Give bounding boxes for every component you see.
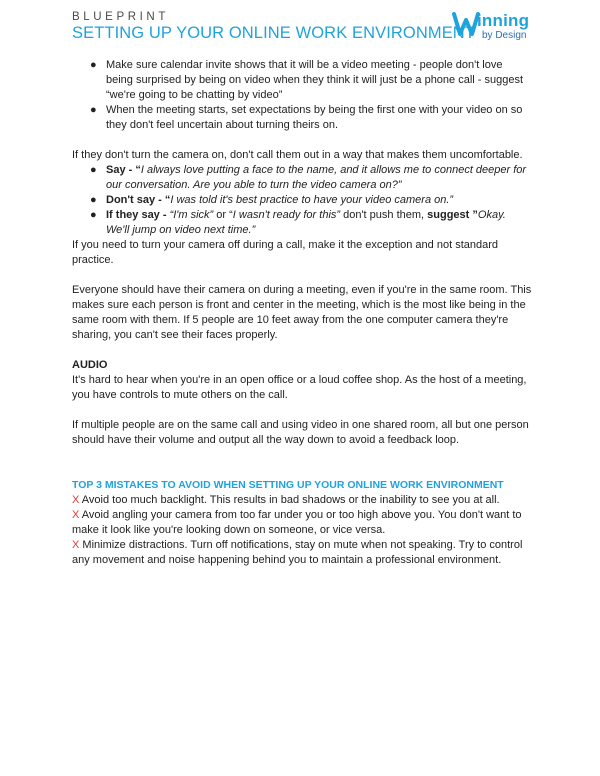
camera-off-lead: If they don't turn the camera on, don't call them out in a way that makes them uncomfortable.	[72, 149, 523, 161]
audio-heading: AUDIO	[72, 359, 108, 371]
x-mark-icon: X	[72, 509, 80, 521]
audio-paragraph: It's hard to hear when you're in an open office or a loud coffee shop. As the host of a meeting, you have controls to mute others on the call.	[72, 374, 527, 401]
list-item: ● Say - “I always love putting a face to the name, and it allows me to connect deeper for our conversation. Are you able to turn the video camera on?”	[90, 164, 527, 191]
logo-tagline: by Design	[482, 30, 527, 41]
list-item: ● Don't say - “I was told it's best practice to have your video camera on.”	[90, 194, 454, 206]
mistakes-heading: TOP 3 MISTAKES TO AVOID WHEN SETTING UP YOUR ONLINE WORK ENVIRONMENT	[72, 479, 504, 491]
camera-on-paragraph: Everyone should have their camera on during a meeting, even if you're in the same room. This makes sure each person is front and center in the meeting, which is the most like being in the same room with them. If 5 people are 10 feet away from the one computer camera they're sharing, you can't see their faces properly.	[72, 284, 532, 341]
x-mark-icon: X	[72, 539, 80, 551]
camera-exception-note: If you need to turn your camera off during a call, make it the exception and not standard practice.	[72, 239, 498, 266]
document-body	[72, 58, 532, 568]
x-mark-icon: X	[72, 494, 80, 506]
script-bullet-list	[72, 163, 532, 238]
mistake-item: X Avoid too much backlight. This results in bad shadows or the inability to see you at all.	[72, 494, 500, 506]
logo-w-icon	[452, 11, 480, 37]
list-item: ● When the meeting starts, set expectations by being the first one with your video on so they don't feel uncertain about turning theirs on.	[90, 104, 523, 131]
list-item: ● If they say - “I'm sick” or “I wasn't ready for this” don't push them, suggest ”Okay. We'll jump on video next time.”	[90, 209, 506, 236]
mistake-item: X Minimize distractions. Turn off notifications, stay on mute when not speaking. Try to control any movement and noise happening behind you to maintain a professional environment.	[72, 539, 523, 566]
page-title: SETTING UP YOUR ONLINE WORK ENVIRONMENT	[72, 24, 476, 42]
logo-wordmark: inning	[477, 11, 530, 30]
audio-paragraph: If multiple people are on the same call and using video in one shared room, all but one person should have their volume and output all the way down to avoid a feedback loop.	[72, 419, 529, 446]
page-kicker: BLUEPRINT	[72, 11, 169, 23]
intro-bullet-list	[72, 58, 532, 133]
mistake-item: X Avoid angling your camera from too far under you or too high above you. You don't want to make it look like you're looking down on someone, or vice versa.	[72, 509, 522, 536]
brand-logo	[452, 8, 536, 44]
list-item: ● Make sure calendar invite shows that it will be a video meeting - people don't love being surprised by being on video when they think it will just be a phone call - suggest “we're going to be chatting by video”	[90, 59, 524, 101]
